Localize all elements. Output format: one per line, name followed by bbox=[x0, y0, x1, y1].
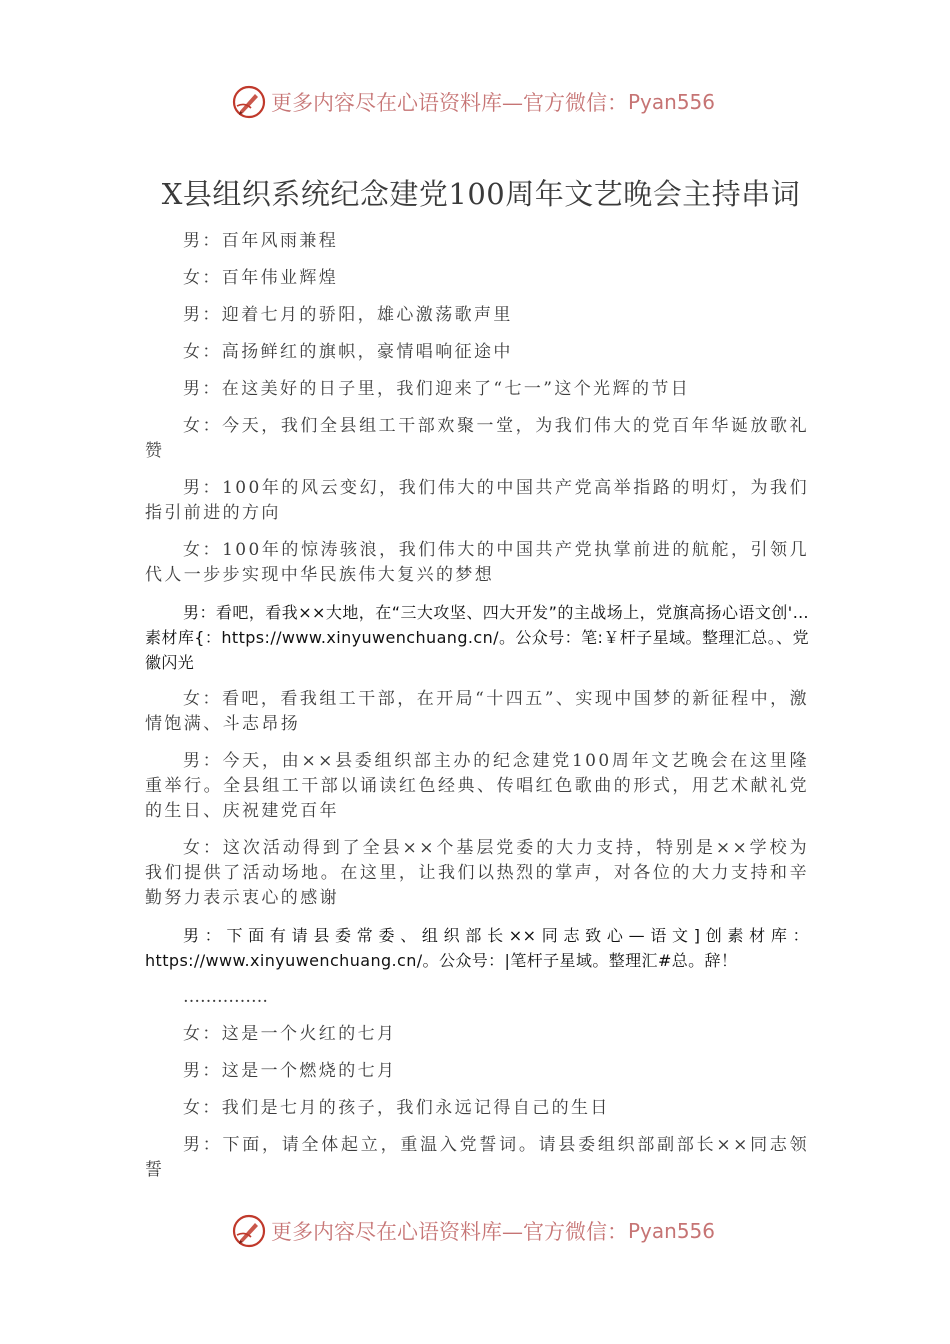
dialogue-paragraph: 男：这是一个燃烧的七月 bbox=[183, 1061, 397, 1081]
dialogue-paragraph: …………… bbox=[183, 987, 268, 1007]
dialogue-paragraph: 女：我们是七月的孩子，我们永远记得自己的生日 bbox=[183, 1098, 610, 1118]
dialogue-paragraph: 女：100年的惊涛骇浪，我们伟大的中国共产党执掌前进的航舵，引领几代人一步步实现中华民族伟大复兴的梦想 bbox=[145, 540, 809, 585]
dialogue-paragraph: 女：看吧，看我组工干部，在开局“十四五”、实现中国梦的新征程中，激情饱满、斗志昂扬 bbox=[145, 689, 809, 734]
header-banner-text: 更多内容尽在心语资料库—官方微信： bbox=[270, 91, 628, 115]
header-banner-wechat-id: Pyan556 bbox=[627, 90, 715, 114]
dialogue-paragraph: 男：下面，请全体起立，重温入党誓词。请县委组织部副部长××同志领誓 bbox=[145, 1135, 809, 1180]
header-banner bbox=[0, 82, 950, 122]
dialogue-paragraph: 女：高扬鲜红的旗帜，豪情唱响征途中 bbox=[183, 342, 513, 362]
footer-banner-wechat-id: Pyan556 bbox=[627, 1219, 715, 1243]
document-title: X县组织系统纪念建党100周年文艺晚会主持串词 bbox=[161, 177, 801, 211]
dialogue-paragraph: 女：百年伟业辉煌 bbox=[183, 268, 339, 288]
pen-logo-icon bbox=[231, 84, 267, 120]
footer-banner bbox=[0, 1211, 950, 1251]
dialogue-paragraph: 男：下面有请县委常委、组织部长××同志致心—语文]创素材库：https://www.xinyuwenchuang.cn/。公众号：|笔杆子星域。整理汇#总。辞！ bbox=[145, 926, 809, 970]
footer-banner-text: 更多内容尽在心语资料库—官方微信： bbox=[270, 1220, 628, 1244]
dialogue-paragraph: 男：迎着七月的骄阳，雄心激荡歌声里 bbox=[183, 305, 513, 325]
dialogue-paragraph: 男：100年的风云变幻，我们伟大的中国共产党高举指路的明灯，为我们指引前进的方向 bbox=[145, 478, 809, 523]
dialogue-paragraph: 女：这是一个火红的七月 bbox=[183, 1024, 397, 1044]
header-banner-inner bbox=[231, 84, 715, 120]
document-body bbox=[145, 229, 809, 1195]
dialogue-paragraph: 男：今天，由××县委组织部主办的纪念建党100周年文艺晚会在这里隆重举行。全县组工干部以诵读红色经典、传唱红色歌曲的形式，用艺术献礼党的生日、庆祝建党百年 bbox=[145, 751, 809, 821]
dialogue-paragraph: 男：在这美好的日子里，我们迎来了“七一”这个光辉的节日 bbox=[183, 379, 691, 399]
dialogue-paragraph: 男：百年风雨兼程 bbox=[183, 231, 339, 251]
pen-logo-icon bbox=[231, 1213, 267, 1249]
dialogue-paragraph: 女：今天，我们全县组工干部欢聚一堂，为我们伟大的党百年华诞放歌礼赞 bbox=[145, 416, 809, 461]
dialogue-paragraph: 女：这次活动得到了全县××个基层党委的大力支持，特别是××学校为我们提供了活动场地。在这里，让我们以热烈的掌声，对各位的大力支持和辛勤努力表示衷心的感谢 bbox=[145, 838, 809, 908]
footer-banner-inner bbox=[231, 1213, 715, 1249]
dialogue-paragraph: 男：看吧，看我××大地，在“三大攻坚、四大开发”的主战场上，党旗高扬心语文创'…素材库{：https://www.xinyuwenchuang.cn/。公众号：笔:￥杆子星域。整理汇总。、党徽闪光 bbox=[145, 603, 809, 672]
